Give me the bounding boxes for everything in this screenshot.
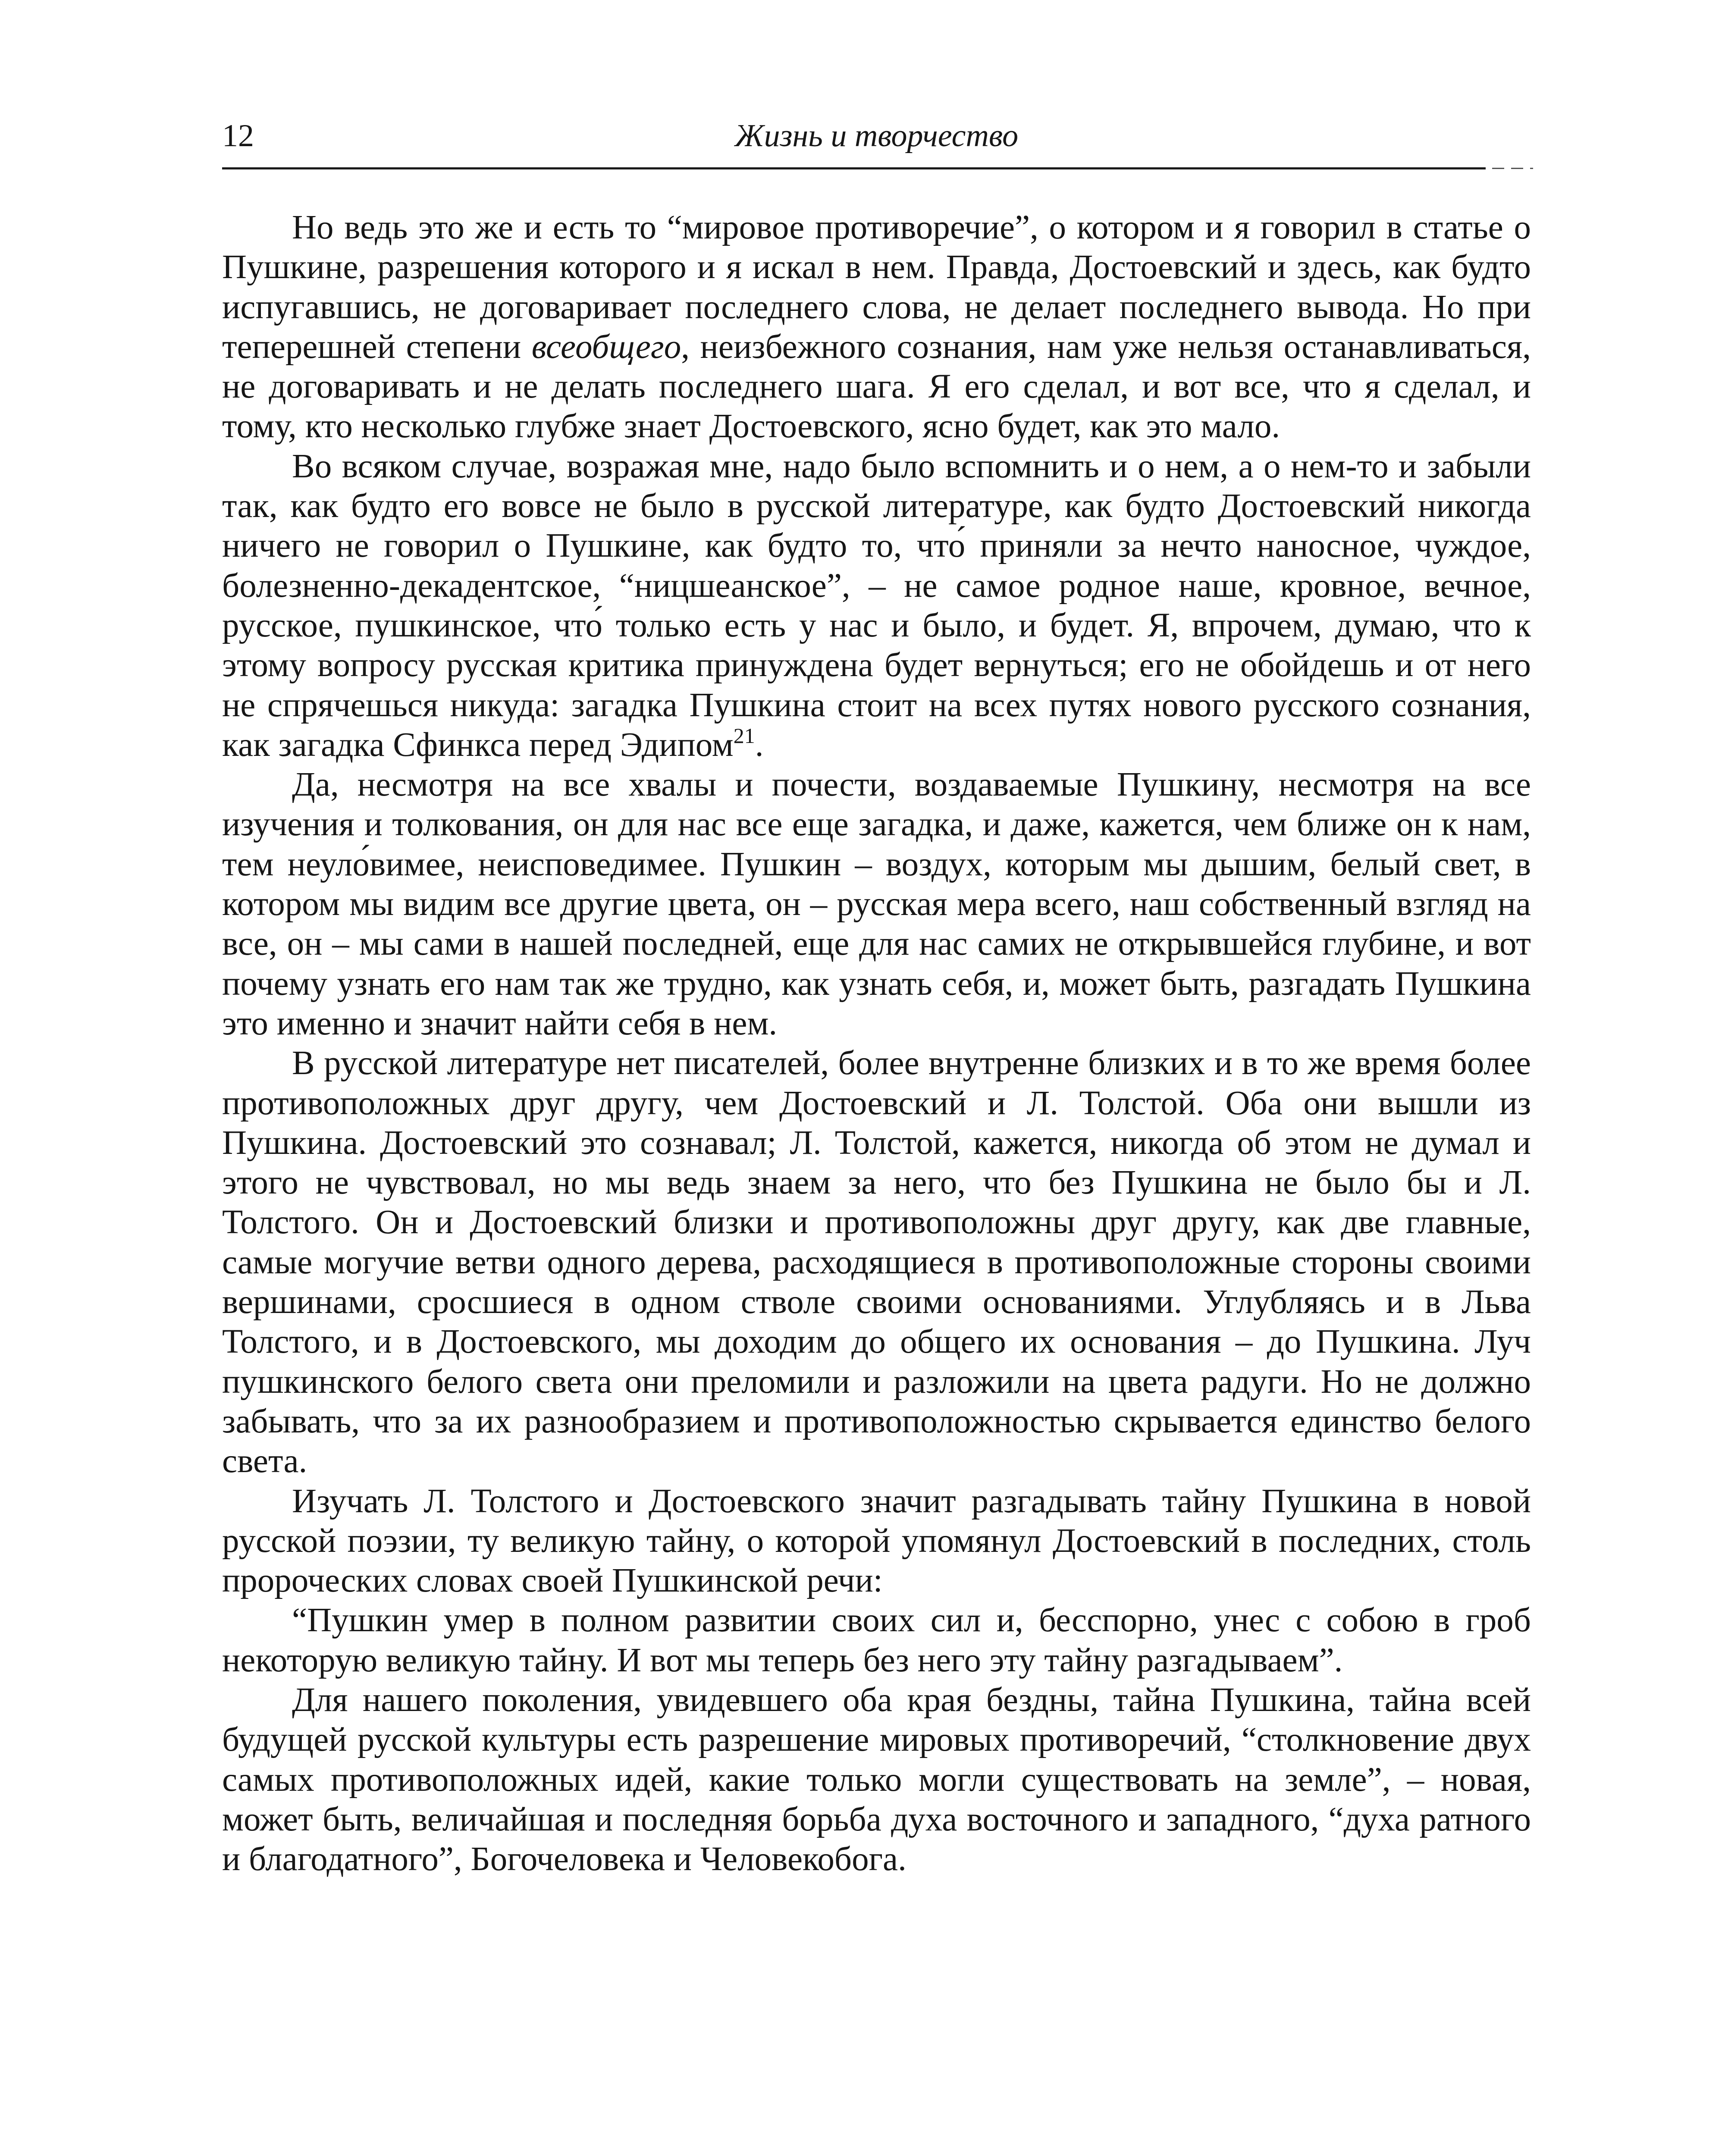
body-text — [222, 208, 1531, 1879]
running-head — [222, 108, 1531, 164]
paragraph-2-text: Во всяком случае, возражая мне, надо было вспомнить и о нем, а о нем-то и забыли так, как будто его вовсе не было в русской литературе, как будто Достоевский никогда ничего не говорил о Пушкине, как будто то, что́ приняли за нечто наносное, чуждое, болезненно-декадентское, “ницшеанское”, – не самое родное наше, кровное, вечное, русское, пушкинское, что́ только есть у нас и было, и будет. Я, впрочем, думаю, что к этому вопросу русская критика принуждена будет вернуться; его не обойдешь и от него не спрячешься никуда: загадка Пушкина стоит на всех путях нового русского сознания, как загадка Сфинкса перед Эдипом — [222, 447, 1531, 764]
paragraph-5: Изучать Л. Толстого и Достоевского значит разгадывать тайну Пушкина в новой русской поэзии, ту великую тайну, о которой упомянул Достоевский в последних, столь пророческих словах своей Пушкинской речи: — [222, 1482, 1531, 1600]
header-rule-tail — [1492, 168, 1533, 169]
paragraph-2-end: . — [755, 726, 764, 764]
paragraph-1-text-b: , неизбежного сознания, нам уже нельзя останавливаться, не договаривать и не делать последнего шага. Я его сделал, и вот все, что я сделал, и тому, кто несколько глубже знает Достоевского, ясно будет, как это мало. — [222, 328, 1531, 445]
paragraph-4: В русской литературе нет писателей, более внутренне близких и в то же время более противоположных друг другу, чем Достоевский и Л. Толстой. Оба они вышли из Пушкина. Достоевский это сознавал; Л. Толстой, кажется, никогда об этом не думал и этого не чувствовал, но мы ведь знаем за него, что без Пушкина не было бы и Л. Толстого. Он и Достоевский близки и противоположны друг другу, как две главные, самые могучие ветви одного дерева, расходящиеся в противоположные стороны своими вершинами, сросшиеся в одном стволе своими основаниями. Углубляясь и в Льва Толстого, и в Достоевского, мы доходим до общего их основания – до Пушкина. Луч пушкинского белого света они преломили и разложили на цвета радуги. Но не должно забывать, что за их разнообразием и противоположностью скрывается единство белого света. — [222, 1044, 1531, 1480]
footnote-ref: 21 — [733, 723, 755, 748]
emphasis-word: всеобщего — [531, 328, 681, 366]
running-title: Жизнь и творчество — [734, 118, 1019, 154]
paragraph-6-quote: “Пушкин умер в полном развитии своих сил и, бесспорно, унес с собою в гроб некоторую великую тайну. И вот мы теперь без него эту тайну разгадываем”. — [222, 1601, 1531, 1679]
book-page — [222, 108, 1531, 2091]
page-number: 12 — [222, 118, 254, 154]
paragraph-3: Да, несмотря на все хвалы и почести, воздаваемые Пушкину, несмотря на все изучения и толкования, он для нас все еще загадка, и даже, кажется, чем ближе он к нам, тем неуло́вимее, неисповедимее. Пушкин – воздух, которым мы дышим, белый свет, в котором мы видим все другие цвета, он – русская мера всего, наш собственный взгляд на все, он – мы сами в нашей последней, еще для нас самих не открывшейся глубине, и вот почему узнать его нам так же трудно, как узнать себя, и, может быть, разгадать Пушкина это именно и значит найти себя в нем. — [222, 766, 1531, 1042]
header-rule — [222, 167, 1486, 169]
paragraph-2 — [222, 447, 1531, 765]
paragraph-1 — [222, 208, 1531, 447]
paragraph-7: Для нашего поколения, увидевшего оба края бездны, тайна Пушкина, тайна всей будущей русской культуры есть разрешение мировых противоречий, “столкновение двух самых противоположных идей, какие только могли существовать на земле”, – новая, может быть, величайшая и последняя борьба духа восточного и западного, “духа ратного и благодатного”, Богочеловека и Человекобога. — [222, 1681, 1531, 1878]
paragraph-1-text-a: Но ведь это же и есть то “мировое противоречие”, о котором и я говорил в статье о Пушкине, разрешения которого и я искал в нем. Правда, Достоевский и здесь, как будто испугавшись, не договаривает последнего слова, не делает последнего вывода. Но при теперешней степени — [222, 209, 1531, 366]
